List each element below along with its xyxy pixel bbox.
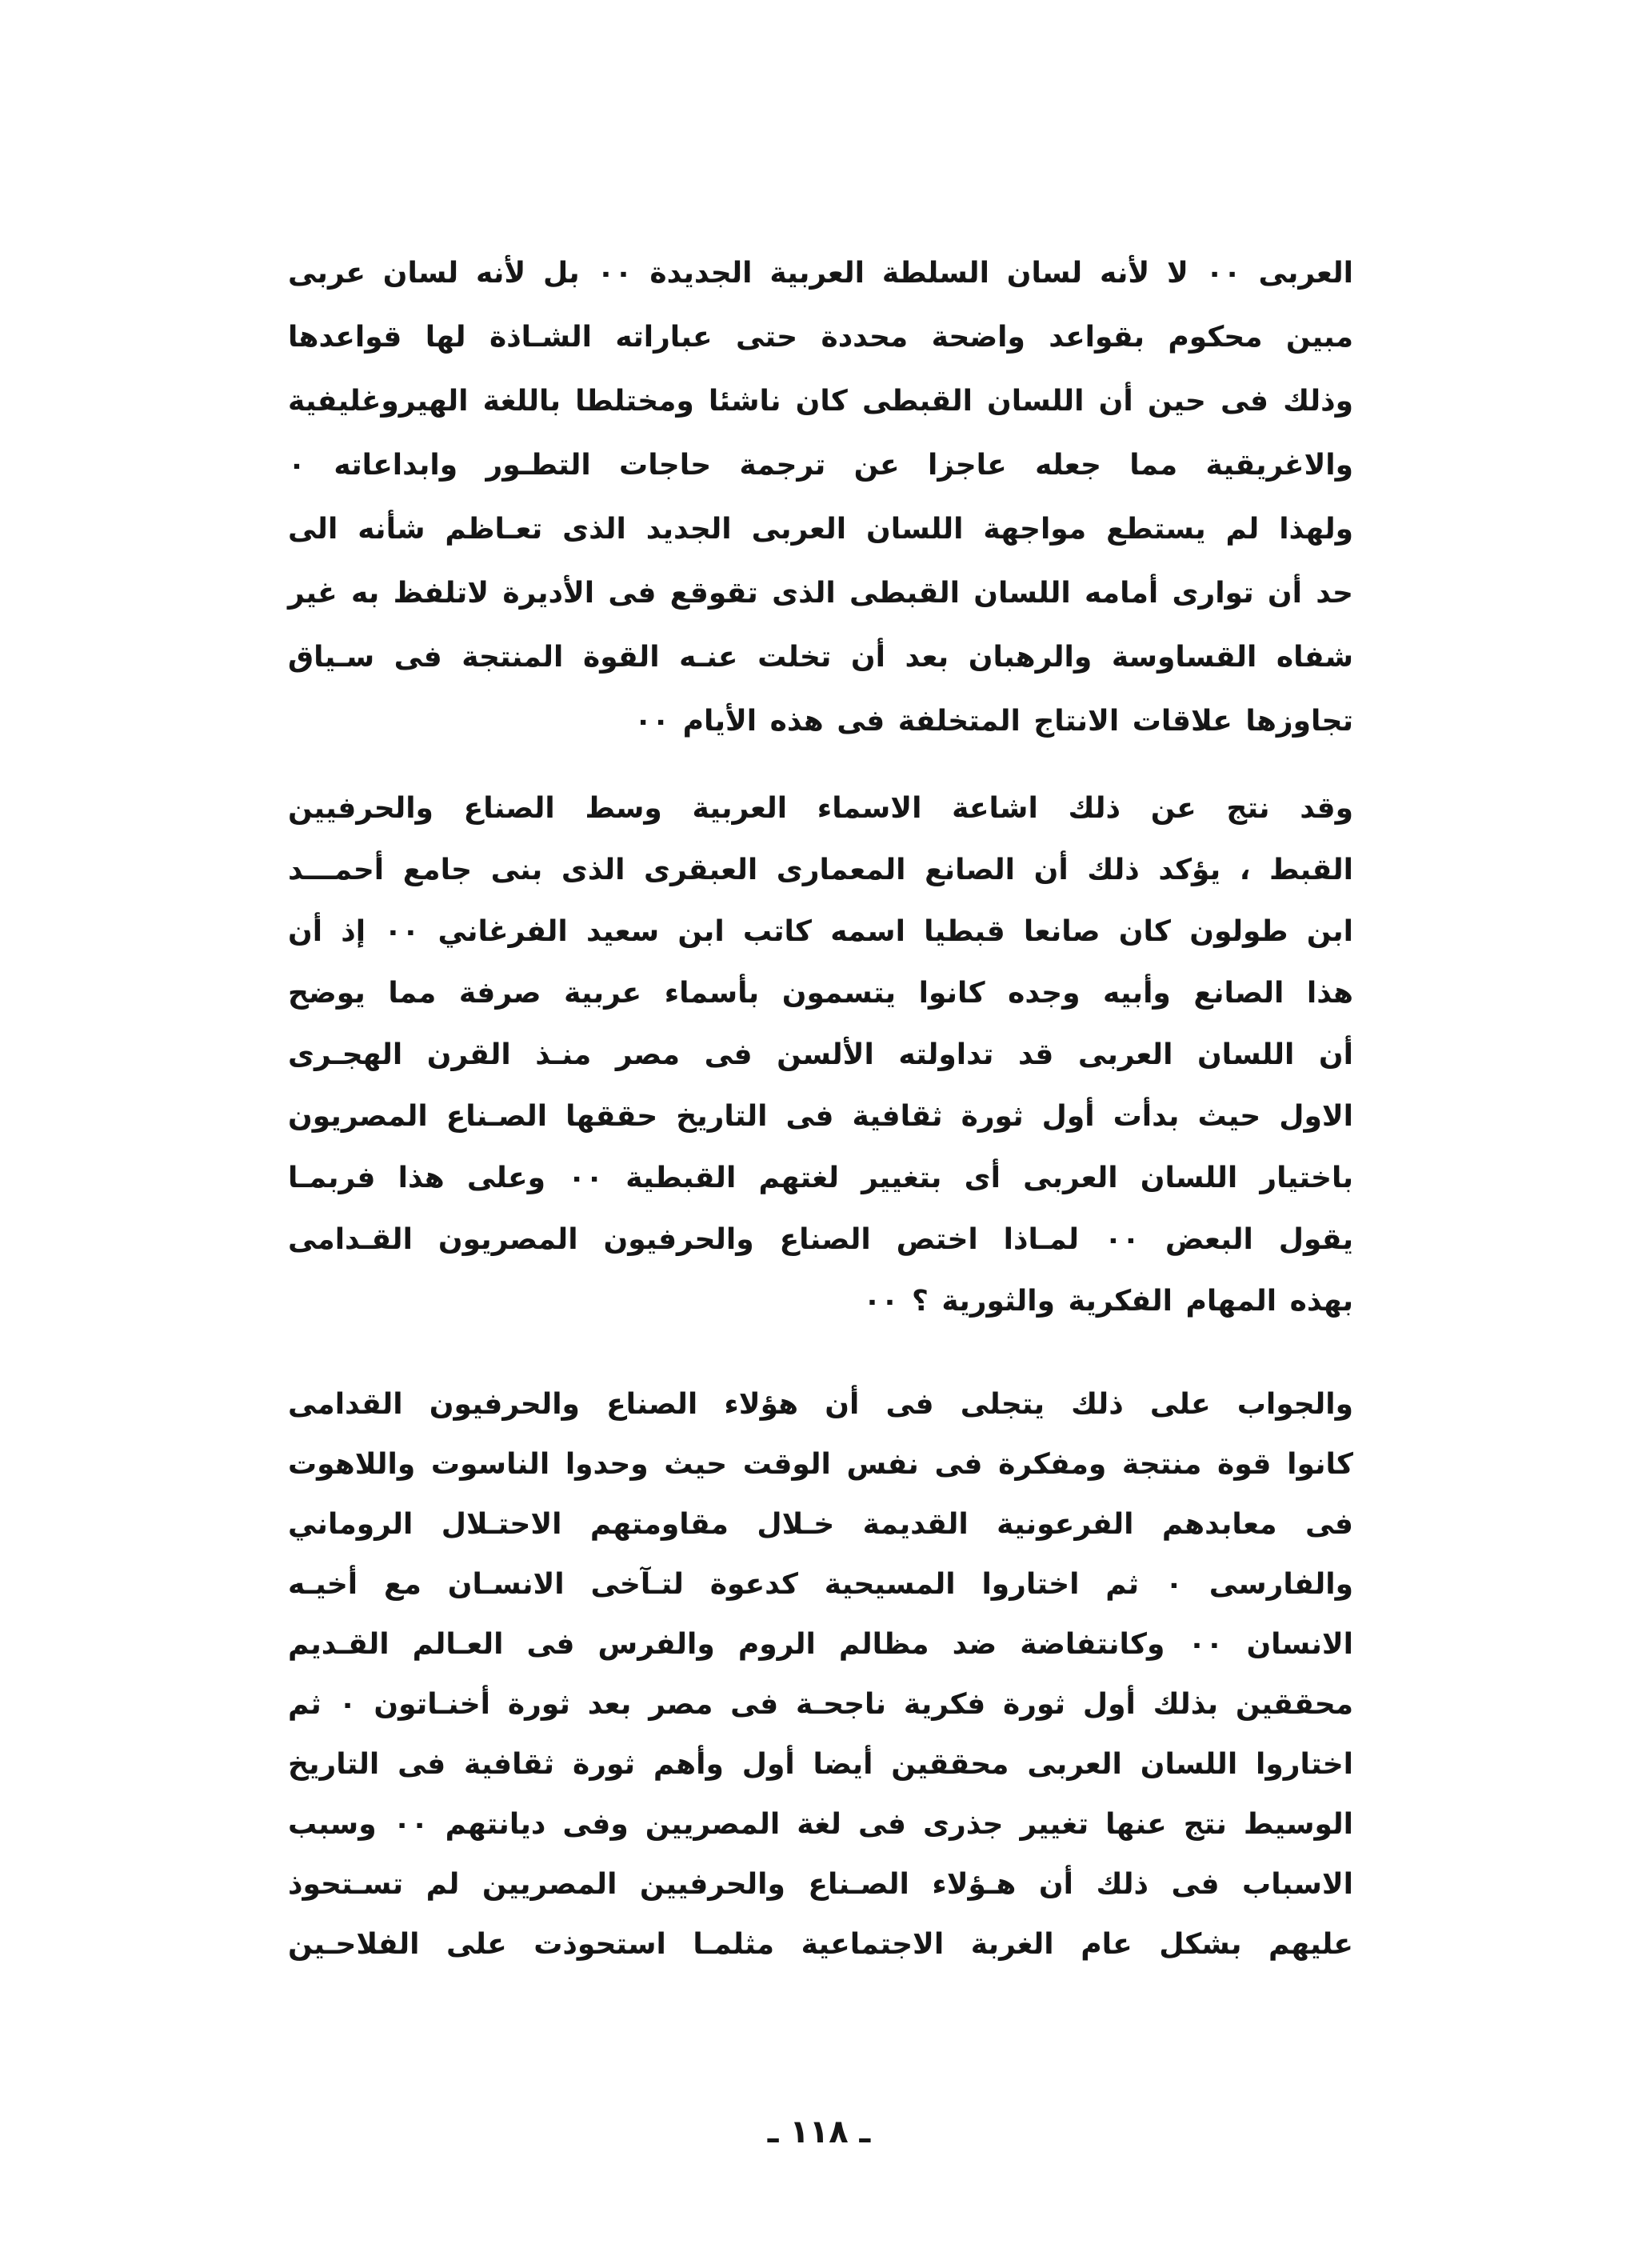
text-line: والاغريقية مما جعله عاجزا عن ترجمة حاجات التطـور وابداعاته ٠ <box>288 449 1353 482</box>
text-line: شفاه القساوسة والرهبان بعد أن تخلت عنـه القوة المنتجة فى سـياق <box>288 641 1353 674</box>
paragraph-1 <box>288 242 1353 754</box>
text-line: والفارسى ٠ ثم اختاروا المسيحية كدعوة لتـآخى الانسـان مع أخيـه <box>288 1568 1353 1601</box>
text-line: عليهم بشكل عام الغربة الاجتماعية مثلمـا استحوذت على الفلاحـين <box>288 1928 1353 1961</box>
text-line: مبين محكوم بقواعد واضحة محددة حتى عباراته الشـاذة لها قواعدها <box>288 321 1353 354</box>
paragraph-3 <box>288 1374 1353 1974</box>
text-line: وذلك فى حين أن اللسان القبطى كان ناشئا ومختلطا باللغة الهيروغليفية <box>288 385 1353 418</box>
text-line: الوسيط نتج عنها تغيير جذرى فى لغة المصريين وفى ديانتهم ٠٠ وسبب <box>288 1808 1353 1841</box>
text-line: ابن طولون كان صانعا قبطيا اسمه كاتب ابن سعيد الفرغاني ٠٠ إذ أن <box>288 915 1353 948</box>
text-line: تجاوزها علاقات الانتاج المتخلفة فى هذه الأيام ٠٠ <box>634 705 1353 738</box>
text-line: هذا الصانع وأبيه وجده كانوا يتسمون بأسماء عربية صرفة مما يوضح <box>288 977 1353 1010</box>
text-line: ولهذا لم يستطع مواجهة اللسان العربى الجديد الذى تعـاظم شأنه الى <box>288 513 1353 546</box>
text-line: الاول حيث بدأت أول ثورة ثقافية فى التاريخ حققها الصـناع المصريون <box>288 1100 1353 1133</box>
text-line: وقد نتج عن ذلك اشاعة الاسماء العربية وسط الصناع والحرفيين <box>288 792 1353 825</box>
text-line: يقول البعض ٠٠ لمـاذا اختص الصناع والحرفيون المصريون القـدامى <box>288 1223 1353 1256</box>
paragraph-2 <box>288 778 1353 1332</box>
page-number: ـ ١١٨ ـ <box>767 2114 871 2150</box>
text-line: أن اللسان العربى قد تداولته الألسن فى مصر منـذ القرن الهجـرى <box>288 1038 1353 1071</box>
text-line: والجواب على ذلك يتجلى فى أن هؤلاء الصناع والحرفيون القدامى <box>288 1388 1353 1421</box>
text-line: الاسباب فى ذلك أن هـؤلاء الصـناع والحرفيين المصريين لم تسـتحوذ <box>288 1868 1353 1901</box>
text-line: كانوا قوة منتجة ومفكرة فى نفس الوقت حيث وحدوا الناسوت واللاهوت <box>288 1448 1353 1481</box>
text-line: حد أن توارى أمامه اللسان القبطى الذى تقوقع فى الأديرة لاتلفظ به غير <box>288 577 1353 610</box>
text-line: اختاروا اللسان العربى محققين أيضا أول وأهم ثورة ثقافية فى التاريخ <box>288 1748 1353 1781</box>
text-line: القبط ، يؤكد ذلك أن الصانع المعمارى العبقرى الذى بنى جامع أحمـــد <box>288 854 1353 886</box>
text-line: الانسان ٠٠ وكانتفاضة ضد مظالم الروم والفرس فى العـالم القـديم <box>288 1628 1353 1661</box>
text-line: محققين بذلك أول ثورة فكرية ناجحـة فى مصر بعد ثورة أخنـاتون ٠ ثم <box>288 1688 1353 1721</box>
text-line: بهذه المهام الفكرية والثورية ؟ ٠٠ <box>863 1285 1353 1318</box>
text-line: العربى ٠٠ لا لأنه لسان السلطة العربية الجديدة ٠٠ بل لأنه لسان عربى <box>288 257 1353 290</box>
text-line: فى معابدهم الفرعونية القديمة خـلال مقاومتهم الاحتـلال الروماني <box>288 1508 1353 1541</box>
text-line: باختيار اللسان العربى أى بتغيير لغتهم القبطية ٠٠ وعلى هذا فربمـا <box>288 1162 1353 1194</box>
